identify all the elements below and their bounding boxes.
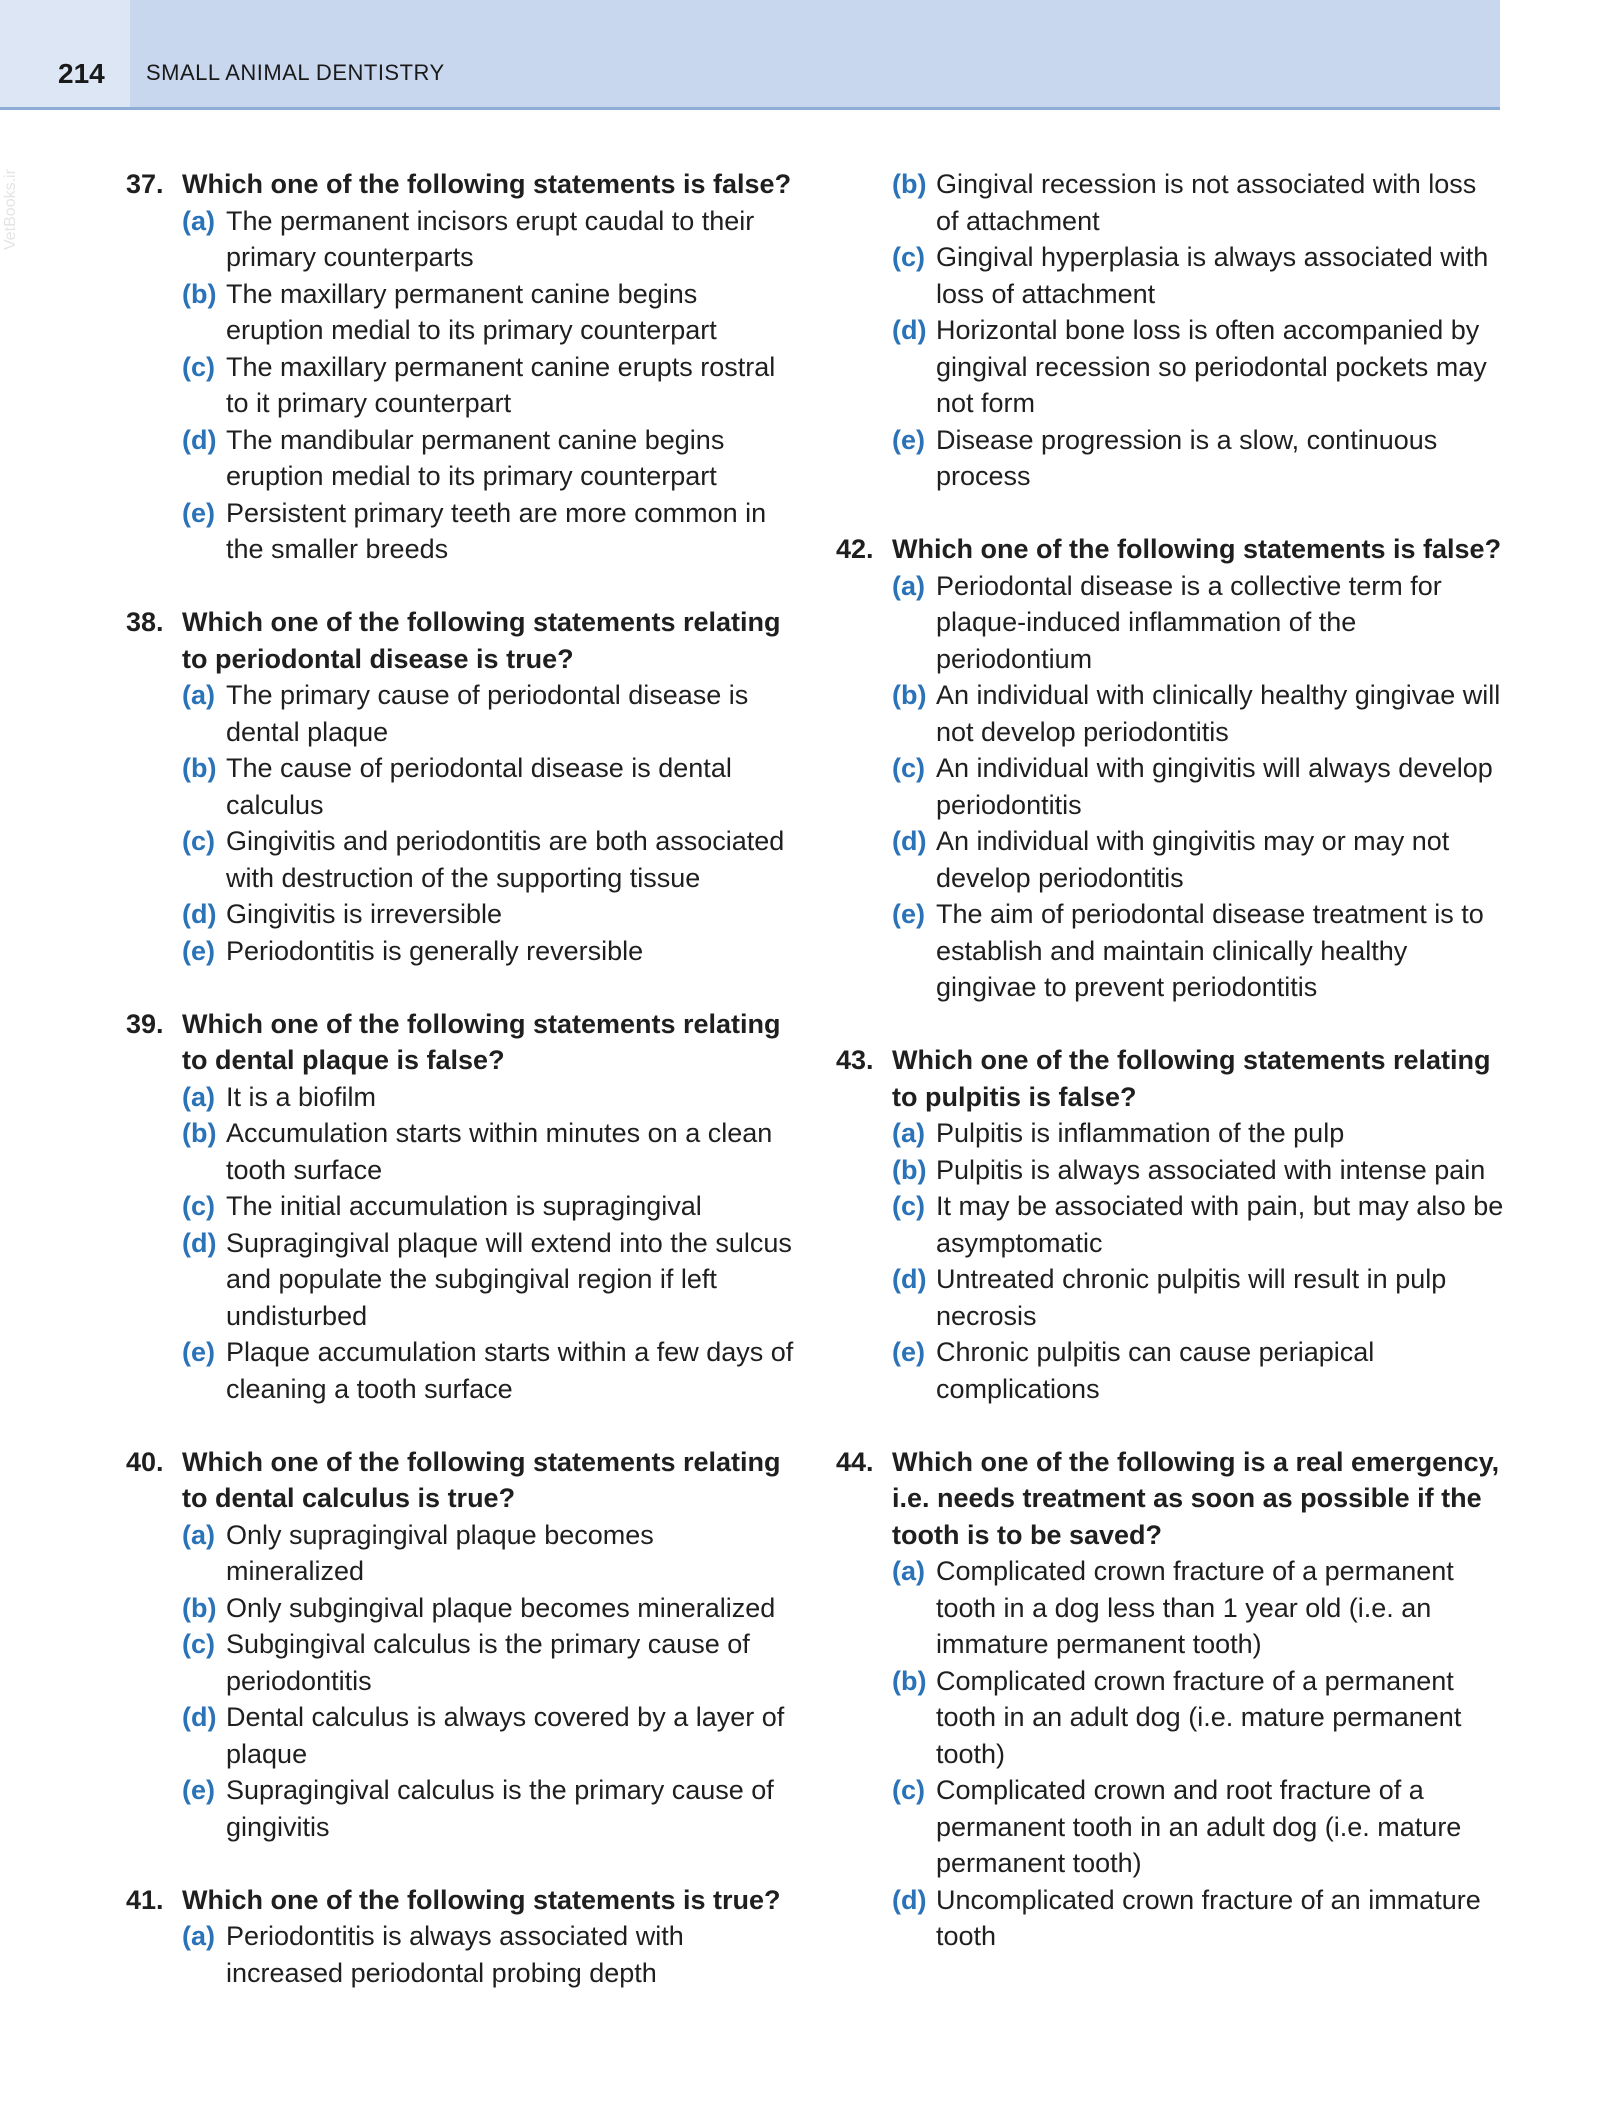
question-43 bbox=[836, 1042, 1506, 1407]
option-letter: (b) bbox=[892, 1154, 927, 1185]
option-letter: (a) bbox=[892, 570, 925, 601]
option-letter: (a) bbox=[182, 680, 215, 710]
option-text: Periodontitis is always associated with increased periodontal probing depth bbox=[226, 1921, 684, 1988]
option-text: Persistent primary teeth are more common in the smaller breeds bbox=[226, 497, 767, 564]
option bbox=[182, 422, 796, 495]
question-41-continued bbox=[892, 166, 1506, 495]
question-number: 39. bbox=[126, 1008, 164, 1039]
option bbox=[182, 495, 796, 568]
option-letter: (d) bbox=[892, 315, 927, 345]
option bbox=[182, 1918, 796, 1991]
question-39 bbox=[126, 1006, 796, 1408]
option-letter: (b) bbox=[182, 753, 217, 783]
question-40 bbox=[126, 1444, 796, 1846]
option-letter: (b) bbox=[182, 278, 217, 309]
option bbox=[892, 1882, 1506, 1955]
question-number: 43. bbox=[836, 1045, 874, 1075]
option-text: Gingival recession is not associated with loss of attachment bbox=[936, 169, 1477, 236]
option-text: The mandibular permanent canine begins eruption medial to its primary counterpart bbox=[226, 424, 725, 491]
option bbox=[892, 1152, 1506, 1189]
option-text: Gingivitis and periodontitis are both associated with destruction of the supporting tissue bbox=[226, 826, 785, 893]
option bbox=[892, 1772, 1506, 1882]
option-text: The cause of periodontal disease is dental calculus bbox=[226, 753, 732, 820]
option-letter: (b) bbox=[182, 1592, 217, 1623]
option bbox=[892, 312, 1506, 422]
option-letter: (e) bbox=[182, 1337, 215, 1367]
option-text: Periodontal disease is a collective term for plaque-induced inflammation of the periodontium bbox=[936, 570, 1442, 674]
question-text: Which one of the following statements relating to dental plaque is false? bbox=[182, 1008, 781, 1075]
question-text: Which one of the following statements is true? bbox=[182, 1884, 781, 1915]
option-text: The aim of periodontal disease treatment is to establish and maintain clinically healthy gingivae to prevent periodontitis bbox=[936, 899, 1484, 1002]
option bbox=[182, 1225, 796, 1335]
question-text: Which one of the following statements is false? bbox=[182, 169, 792, 199]
option-text: Supragingival calculus is the primary cause of gingivitis bbox=[226, 1775, 774, 1842]
option bbox=[182, 349, 796, 422]
option-text: Pulpitis is inflammation of the pulp bbox=[936, 1118, 1345, 1148]
option bbox=[892, 166, 1506, 239]
option bbox=[892, 568, 1506, 678]
question-number: 42. bbox=[836, 534, 874, 564]
option bbox=[182, 1188, 796, 1225]
question-number: 44. bbox=[836, 1446, 874, 1477]
option bbox=[182, 1334, 796, 1407]
option-text: Uncomplicated crown fracture of an immature tooth bbox=[936, 1884, 1481, 1951]
watermark: VetBooks.ir bbox=[2, 169, 19, 250]
question-text: Which one of the following statements relating to periodontal disease is true? bbox=[182, 607, 781, 674]
question-42 bbox=[836, 531, 1506, 1006]
option-letter: (a) bbox=[892, 1556, 925, 1586]
question-37 bbox=[126, 166, 796, 568]
option-text: The initial accumulation is supragingival bbox=[226, 1191, 702, 1221]
option-text: Chronic pulpitis can cause periapical complications bbox=[936, 1337, 1375, 1404]
option bbox=[182, 677, 796, 750]
option-letter: (e) bbox=[892, 1337, 925, 1367]
option bbox=[182, 1772, 796, 1845]
option-text: The maxillary permanent canine begins eruption medial to its primary counterpart bbox=[226, 278, 717, 345]
option-letter: (e) bbox=[892, 899, 925, 929]
question-text: Which one of the following statements is false? bbox=[892, 534, 1502, 564]
option-letter: (d) bbox=[182, 899, 217, 929]
option-text: Only subgingival plaque becomes mineralized bbox=[226, 1592, 776, 1623]
option bbox=[182, 1590, 796, 1627]
option-letter: (c) bbox=[892, 1191, 925, 1221]
option-letter: (c) bbox=[182, 826, 215, 856]
question-number: 40. bbox=[126, 1446, 164, 1477]
option-text: Disease progression is a slow, continuous process bbox=[936, 424, 1438, 491]
option-text: An individual with gingivitis will always develop periodontitis bbox=[936, 753, 1493, 820]
option-text: Accumulation starts within minutes on a clean tooth surface bbox=[226, 1118, 773, 1185]
option bbox=[892, 1334, 1506, 1407]
question-text: Which one of the following statements relating to pulpitis is false? bbox=[892, 1045, 1491, 1112]
option-text: Plaque accumulation starts within a few days of cleaning a tooth surface bbox=[226, 1337, 794, 1404]
right-column bbox=[836, 166, 1506, 1991]
page-number-box bbox=[0, 0, 130, 107]
question-41 bbox=[126, 1882, 796, 1992]
option-text: Pulpitis is always associated with intense pain bbox=[936, 1154, 1486, 1185]
question-44 bbox=[836, 1444, 1506, 1955]
option bbox=[892, 677, 1506, 750]
option bbox=[892, 239, 1506, 312]
question-number: 38. bbox=[126, 607, 164, 637]
option-text: Only supragingival plaque becomes mineralized bbox=[226, 1519, 654, 1586]
option-text: Complicated crown and root fracture of a permanent tooth in an adult dog (i.e. mature permanent tooth) bbox=[936, 1775, 1462, 1878]
option bbox=[182, 896, 796, 933]
option bbox=[182, 1626, 796, 1699]
option-letter: (e) bbox=[182, 497, 215, 528]
option-text: An individual with gingivitis may or may not develop periodontitis bbox=[936, 826, 1450, 893]
option bbox=[182, 276, 796, 349]
option-text: Supragingival plaque will extend into the sulcus and populate the subgingival region if left undisturbed bbox=[226, 1227, 792, 1331]
option-letter: (e) bbox=[892, 424, 925, 455]
option-letter: (d) bbox=[182, 1702, 217, 1732]
option-letter: (d) bbox=[182, 1227, 217, 1258]
option-text: Subgingival calculus is the primary cause of periodontitis bbox=[226, 1629, 750, 1696]
option-text: It may be associated with pain, but may also be asymptomatic bbox=[936, 1191, 1504, 1258]
option-letter: (a) bbox=[892, 1118, 925, 1148]
option-text: The maxillary permanent canine erupts rostral to it primary counterpart bbox=[226, 351, 776, 418]
header-band bbox=[0, 0, 1500, 110]
option bbox=[182, 1517, 796, 1590]
option-letter: (b) bbox=[892, 169, 927, 199]
option-text: Horizontal bone loss is often accompanied by gingival recession so periodontal pockets may not form bbox=[936, 315, 1487, 418]
option-text: Complicated crown fracture of a permanent tooth in an adult dog (i.e. mature permanent tooth) bbox=[936, 1665, 1462, 1769]
question-number: 41. bbox=[126, 1884, 164, 1915]
option-letter: (c) bbox=[892, 242, 925, 272]
question-number: 37. bbox=[126, 169, 164, 199]
option-letter: (a) bbox=[182, 205, 215, 236]
option-letter: (b) bbox=[892, 1665, 927, 1696]
option bbox=[892, 896, 1506, 1006]
option-letter: (d) bbox=[182, 424, 217, 455]
option bbox=[892, 1663, 1506, 1773]
option bbox=[892, 750, 1506, 823]
option-text: The permanent incisors erupt caudal to their primary counterparts bbox=[226, 205, 755, 272]
option-letter: (c) bbox=[182, 1629, 215, 1659]
left-column bbox=[126, 166, 796, 2028]
option-letter: (a) bbox=[182, 1921, 215, 1951]
option-letter: (a) bbox=[182, 1519, 215, 1550]
option-letter: (d) bbox=[892, 1264, 927, 1294]
option bbox=[892, 1115, 1506, 1152]
option-text: Gingival hyperplasia is always associated with loss of attachment bbox=[936, 242, 1489, 309]
option-letter: (c) bbox=[182, 1191, 215, 1221]
option-letter: (c) bbox=[892, 1775, 925, 1805]
option bbox=[892, 1261, 1506, 1334]
question-38 bbox=[126, 604, 796, 969]
option bbox=[182, 203, 796, 276]
option-text: The primary cause of periodontal disease is dental plaque bbox=[226, 680, 749, 747]
option-letter: (d) bbox=[892, 826, 927, 856]
question-text: Which one of the following statements relating to dental calculus is true? bbox=[182, 1446, 781, 1513]
option-letter: (e) bbox=[182, 1775, 215, 1805]
running-head: SMALL ANIMAL DENTISTRY bbox=[146, 60, 445, 85]
option-letter: (d) bbox=[892, 1884, 927, 1915]
option-letter: (c) bbox=[892, 753, 925, 783]
option bbox=[892, 422, 1506, 495]
option-letter: (a) bbox=[182, 1081, 215, 1112]
page-number: 214 bbox=[58, 58, 105, 89]
option-letter: (b) bbox=[182, 1118, 217, 1148]
option-letter: (e) bbox=[182, 935, 215, 966]
option-text: Gingivitis is irreversible bbox=[226, 899, 503, 929]
option bbox=[182, 823, 796, 896]
option-text: Untreated chronic pulpitis will result in pulp necrosis bbox=[936, 1264, 1447, 1331]
option-text: Periodontitis is generally reversible bbox=[226, 935, 644, 966]
option bbox=[892, 1553, 1506, 1663]
option-letter: (b) bbox=[892, 680, 927, 710]
option-text: Complicated crown fracture of a permanent tooth in a dog less than 1 year old (i.e. an immature permanent tooth) bbox=[936, 1556, 1454, 1659]
option bbox=[892, 823, 1506, 896]
option-text: It is a biofilm bbox=[226, 1081, 377, 1112]
option-text: An individual with clinically healthy gingivae will not develop periodontitis bbox=[936, 680, 1501, 747]
option bbox=[182, 1079, 796, 1116]
option bbox=[182, 1115, 796, 1188]
option-letter: (c) bbox=[182, 351, 215, 382]
option bbox=[892, 1188, 1506, 1261]
option bbox=[182, 1699, 796, 1772]
option bbox=[182, 750, 796, 823]
option-text: Dental calculus is always covered by a layer of plaque bbox=[226, 1702, 785, 1769]
question-text: Which one of the following is a real emergency, i.e. needs treatment as soon as possible if the tooth is to be saved? bbox=[892, 1446, 1500, 1550]
option bbox=[182, 933, 796, 970]
